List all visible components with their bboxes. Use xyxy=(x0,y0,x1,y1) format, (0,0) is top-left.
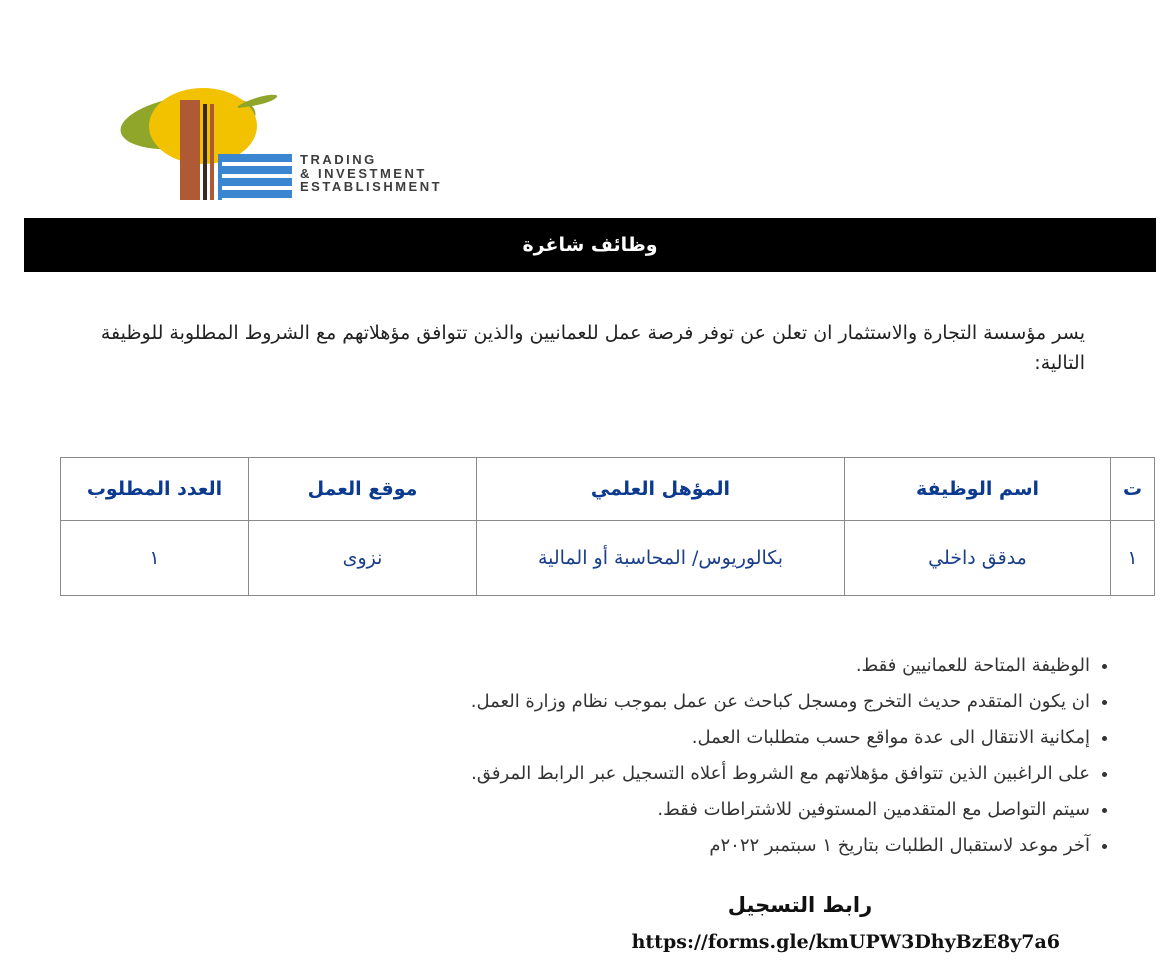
list-item: • إمكانية الانتقال الى عدة مواقع حسب متطلبات العمل. xyxy=(200,720,1090,756)
cell-serial: ١ xyxy=(1111,521,1155,596)
list-item: • ان يكون المتقدم حديث التخرج ومسجل كباحث عن عمل بموجب نظام وزارة العمل. xyxy=(200,684,1090,720)
intro-paragraph: يسر مؤسسة التجارة والاستثمار ان تعلن عن توفر فرصة عمل للعمانيين والذين تتوافق مؤهلاتهم مع الشروط المطلوبة للوظيفة التالية: xyxy=(100,322,1085,374)
header-count: العدد المطلوب xyxy=(61,458,249,521)
vacancies-banner xyxy=(24,218,1156,272)
table-row xyxy=(61,521,1155,596)
list-item: • على الراغبين الذين تتوافق مؤهلاتهم مع الشروط أعلاه التسجيل عبر الرابط المرفق. xyxy=(200,756,1090,792)
cell-job-title: مدقق داخلي xyxy=(845,521,1111,596)
list-item: • سيتم التواصل مع المتقدمين المستوفين للاشتراطات فقط. xyxy=(200,792,1090,828)
cell-qualification: بكالوريوس/ المحاسبة أو المالية xyxy=(477,521,845,596)
registration-title: رابط التسجيل xyxy=(727,893,873,917)
header-serial: ت xyxy=(1111,458,1155,521)
header-qualification: المؤهل العلمي xyxy=(477,458,845,521)
header-job-title: اسم الوظيفة xyxy=(845,458,1111,521)
logo-pillar xyxy=(180,100,200,200)
banner-title: وظائف شاغرة xyxy=(522,234,658,256)
requirements-list xyxy=(200,648,1116,864)
list-item: • الوظيفة المتاحة للعمانيين فقط. xyxy=(200,648,1090,684)
table-header-row xyxy=(61,458,1155,521)
jobs-table xyxy=(60,457,1155,596)
list-item: • آخر موعد لاستقبال الطلبات بتاريخ ١ سبتمبر ٢٠٢٢م xyxy=(200,828,1090,864)
registration-link[interactable]: https://forms.gle/kmUPW3DhyBzE8y7a6 xyxy=(631,931,1060,953)
logo-stripes xyxy=(222,154,292,198)
cell-count: ١ xyxy=(61,521,249,596)
logo-wordmark: TRADING & INVESTMENT ESTABLISHMENT xyxy=(300,152,443,194)
cell-location: نزوى xyxy=(249,521,477,596)
header-location: موقع العمل xyxy=(249,458,477,521)
